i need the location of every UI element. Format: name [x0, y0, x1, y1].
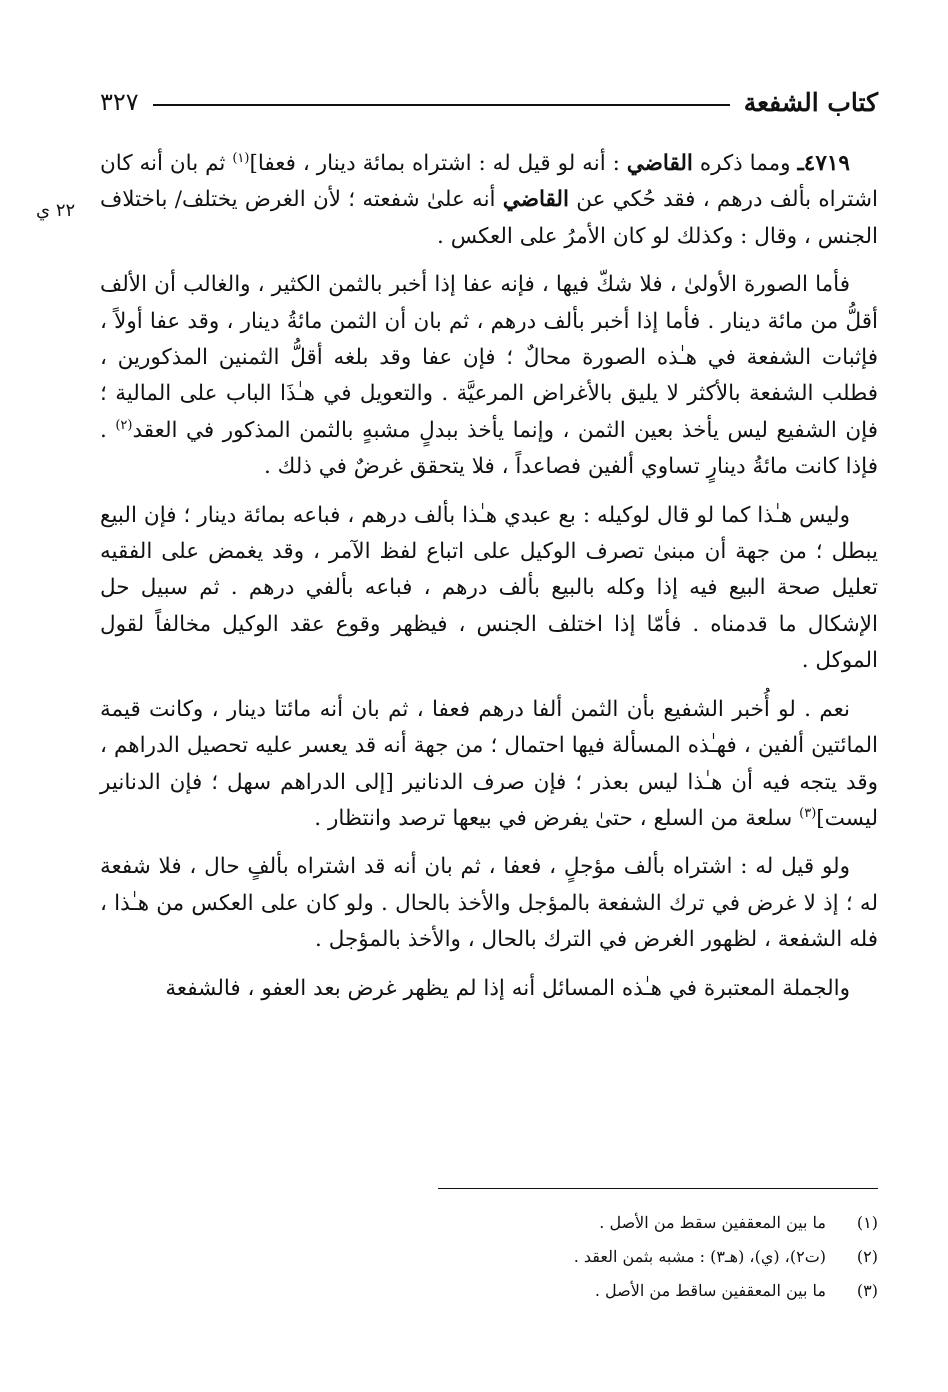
footnote-text: ما بين المعقفين سقط من الأصل . [599, 1213, 826, 1232]
text-run: فأما الصورة الأولىٰ ، فلا شكّ فيها ، فإنه عفا إذا أخبر بالثمن الكثير ، والغالب أن الألف أقلُّ من مائة دينار . فأما إذا أخبر بألف درهم ، ثم بان أن الثمن مائةُ دينار ، وقد عفا أولاً ، فإثبات الشفعة في هـٰذه الصورة محالٌ ؛ فإن عفا وقد بلغه أقلُّ الثمنين المذكورين ، فطلب الشفعة بالأكثر لا يليق بالأغراض المرعيَّة . والتعويل في هـٰذَا الباب على المالية ؛ فإن الشفيع ليس يأخذ بعين الثمن ، وإنما يأخذ ببدلٍ مشبهٍ بالثمن المذكور في العقد [100, 272, 878, 443]
chapter-title: كتاب الشفعة [743, 87, 878, 117]
footnote-number: (٢) [856, 1247, 878, 1266]
text-run: سلعة من السلع ، حتىٰ يفرض في بيعها ترصد وانتظار . [314, 805, 793, 831]
paragraph-4 [100, 692, 878, 838]
text-run: أنه علىٰ شفعته ؛ لأن الغرض يختلف/ باختلاف الجنس ، وقال : وكذلك لو كان الأمرُ على العكس . [100, 187, 878, 249]
footnote-text: ما بين المعقفين ساقط من الأصل . [594, 1281, 826, 1300]
book-page [36, 60, 878, 1360]
footnote-number: (٣) [856, 1281, 878, 1300]
margin-manuscript-ref: ٢٢ ي [36, 200, 76, 221]
name-qadi: القاضي [626, 151, 693, 176]
footnote-ref-1: (١) [232, 150, 250, 166]
footnote-number: (١) [856, 1213, 878, 1232]
text-run: نعم . لو أُخبر الشفيع بأن الثمن ألفا درهم فعفا ، ثم بان أنه مائتا دينار ، وكانت قيمة المائتين ألفين ، فهـٰذه المسألة فيها احتمال ؛ من جهة أنه قد يعسر عليه تحصيل الدراهم ، وقد يتجه فيه أن هـٰذا ليس بعذر ؛ فإن صرف الدنانير [إلى الدراهم سهل ؛ فإن الدنانير ليست] [100, 696, 878, 831]
paragraph-5: ولو قيل له : اشتراه بألف مؤجلٍ ، فعفا ، ثم بان أنه قد اشتراه بألفٍ حال ، فلا شفعة له ؛ إذ لا غرض في ترك الشفعة بالمؤجل والأخذ بالحال . ولو كان على العكس من هـٰذا ، فله الشفعة ، لظهور الغرض في الترك بالحال ، والأخذ بالمؤجل . [100, 854, 878, 953]
main-text [100, 146, 878, 1019]
footnote-2 [100, 1240, 878, 1274]
paragraph-3: وليس هـٰذا كما لو قال لوكيله : بع عبدي هـٰذا بألف درهم ، فباعه بمائة دينار ؛ فإن البيع يبطل ؛ من جهة أن مبنىٰ تصرف الوكيل على اتباع لفظ الآمر ، وقد يغمض على الفقيه تعليل صحة البيع فيه إذا وكله بالبيع بألف درهم ، فباعه بألفي درهم . ثم سبيل حل الإشكال ما قدمناه . فأمّا إذا اختلف الجنس ، فيظهر وقوع عقد الوكيل مخالفاً لقول الموكل . [100, 502, 878, 674]
name-qadi: القاضي [502, 187, 569, 213]
paragraph-6: والجملة المعتبرة في هـٰذه المسائل أنه إذا لم يظهر غرض بعد العفو ، فالشفعة [165, 975, 850, 1001]
text-run: ثم بان أنه كان اشتراه بألف درهم ، فقد حُكي عن [100, 151, 878, 213]
issue-number: ٤٧١٩ـ [797, 151, 850, 176]
footnote-1 [100, 1206, 878, 1240]
text-run: : أنه لو قيل له : اشتراه بمائة دينار ، فعفا] [249, 151, 620, 176]
header-rule [153, 104, 730, 106]
paragraph-1 [100, 146, 878, 255]
text-run: ومما ذكره [699, 151, 791, 176]
paragraph-2 [100, 267, 878, 485]
footnote-rule [438, 1188, 878, 1189]
footnote-3 [100, 1274, 878, 1308]
footnote-ref-3: (٣) [799, 805, 817, 821]
page-number: ٣٢٧ [100, 88, 139, 116]
footnote-text: (ت٢)، (ي)، (هـ٣) : مشبه بثمن العقد . [573, 1247, 826, 1266]
footnotes [100, 1206, 878, 1308]
text-run: . فإذا كانت مائةُ دينارٍ تساوي ألفين فصاعداً ، فلا يتحقق غرضٌ في ذلك . [100, 417, 878, 480]
footnote-ref-2: (٢) [115, 417, 133, 433]
running-header [100, 80, 878, 124]
